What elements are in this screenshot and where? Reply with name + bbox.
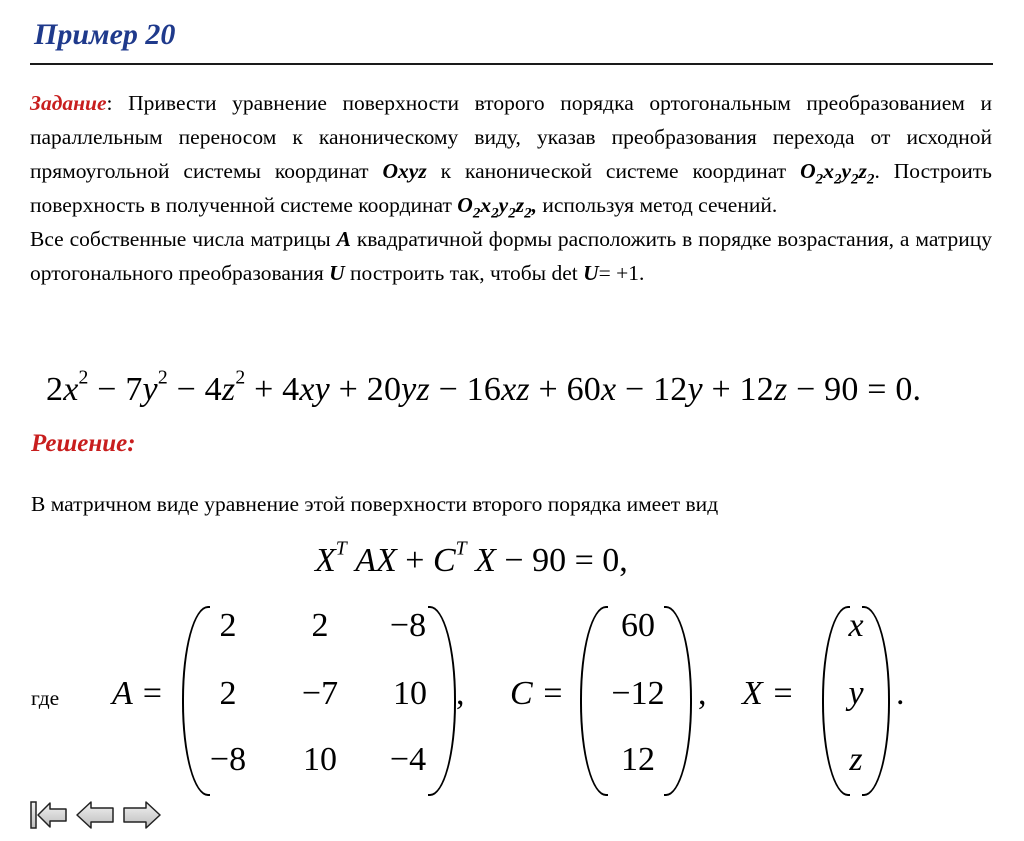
previous-page-icon xyxy=(75,796,115,834)
solution-label: Решение: xyxy=(31,430,136,457)
task-text-2: к канонической системе координат xyxy=(426,159,801,183)
matrix-u-ref-2: U xyxy=(583,261,599,285)
canonical-system-2: $O_2x_2y_2z_2$, xyxy=(457,193,537,222)
matrix-a-cell: −4 xyxy=(389,741,427,778)
previous-page-button[interactable] xyxy=(75,796,115,834)
task-text-3: . Построить поверхность в полученной системе координат xyxy=(30,159,992,217)
title-divider xyxy=(30,63,993,65)
matrix-c-cell: 12 xyxy=(621,741,655,778)
task-text-8: = +1. xyxy=(598,261,645,285)
task-text-5: Все собственные числа матрицы xyxy=(30,227,337,251)
task-text xyxy=(30,86,992,290)
task-text-4: используя метод сечений. xyxy=(537,193,778,217)
task-colon: : xyxy=(106,91,113,115)
slide-title: Пример 20 xyxy=(34,18,176,51)
canonical-system-1: $O_2x_2y_2z_2$ xyxy=(800,159,875,188)
matrix-a-label: A = xyxy=(112,675,164,712)
matrix-c-cell: −12 xyxy=(611,675,665,712)
matrix-a-cell: 10 xyxy=(393,675,427,712)
matrix-u-ref: U xyxy=(329,261,345,285)
matrix-x-cell: x xyxy=(848,607,864,644)
task-label: Задание xyxy=(30,91,107,115)
matrix-x-period: . xyxy=(896,675,905,712)
matrix-x-label: X = xyxy=(742,675,795,712)
matrix-a-cell: −8 xyxy=(209,741,247,778)
matrix-a-ref: A xyxy=(336,227,351,251)
matrix-c-label: C = xyxy=(510,675,565,712)
matrix-x-cell: y xyxy=(848,675,864,712)
matrix-a-cell: −8 xyxy=(389,607,427,644)
matrix-x-cell: z xyxy=(849,741,863,778)
matrix-c-comma: , xyxy=(698,675,707,712)
matrix-a-cell: 2 xyxy=(219,607,237,644)
first-page-button[interactable] xyxy=(28,796,68,834)
main-equation: $2x^2 - 7y^2 - 4z^2 + 4xy + 20yz - 16xz + 60x - 12y + 12z - 90 = 0$. xyxy=(46,366,922,408)
matrix-a-cell: 10 xyxy=(303,741,337,778)
matrix-a-cell: 2 xyxy=(219,675,237,712)
oxyz-system: Oxyz xyxy=(382,159,427,183)
matrix-form-intro: В матричном виде уравнение этой поверхности второго порядка имеет вид xyxy=(31,492,719,516)
task-text-7: построить так, чтобы det xyxy=(344,261,584,285)
task-text-1: Привести уравнение поверхности второго порядка ортогональным преобразованием и параллельным переносом к каноническому виду, указав преобразования перехода от исходной прямоугольной системы координат xyxy=(30,91,992,183)
matrix-c-cell: 60 xyxy=(621,607,655,644)
task-text-6: квадратичной формы расположить в порядке возрастания, а матрицу ортогонального преобразования xyxy=(30,227,992,285)
where-label: где xyxy=(31,686,60,710)
matrix-a-cell: −7 xyxy=(301,675,339,712)
matrix-equation: $X^T$ AX + $C^T$ X − 90 = 0, xyxy=(315,537,628,579)
matrix-a-cell: 2 xyxy=(311,607,329,644)
matrix-a-comma: , xyxy=(456,675,465,712)
first-page-icon xyxy=(28,796,68,834)
next-page-icon xyxy=(122,796,162,834)
next-page-button[interactable] xyxy=(122,796,162,834)
slide-navigation xyxy=(28,796,168,836)
